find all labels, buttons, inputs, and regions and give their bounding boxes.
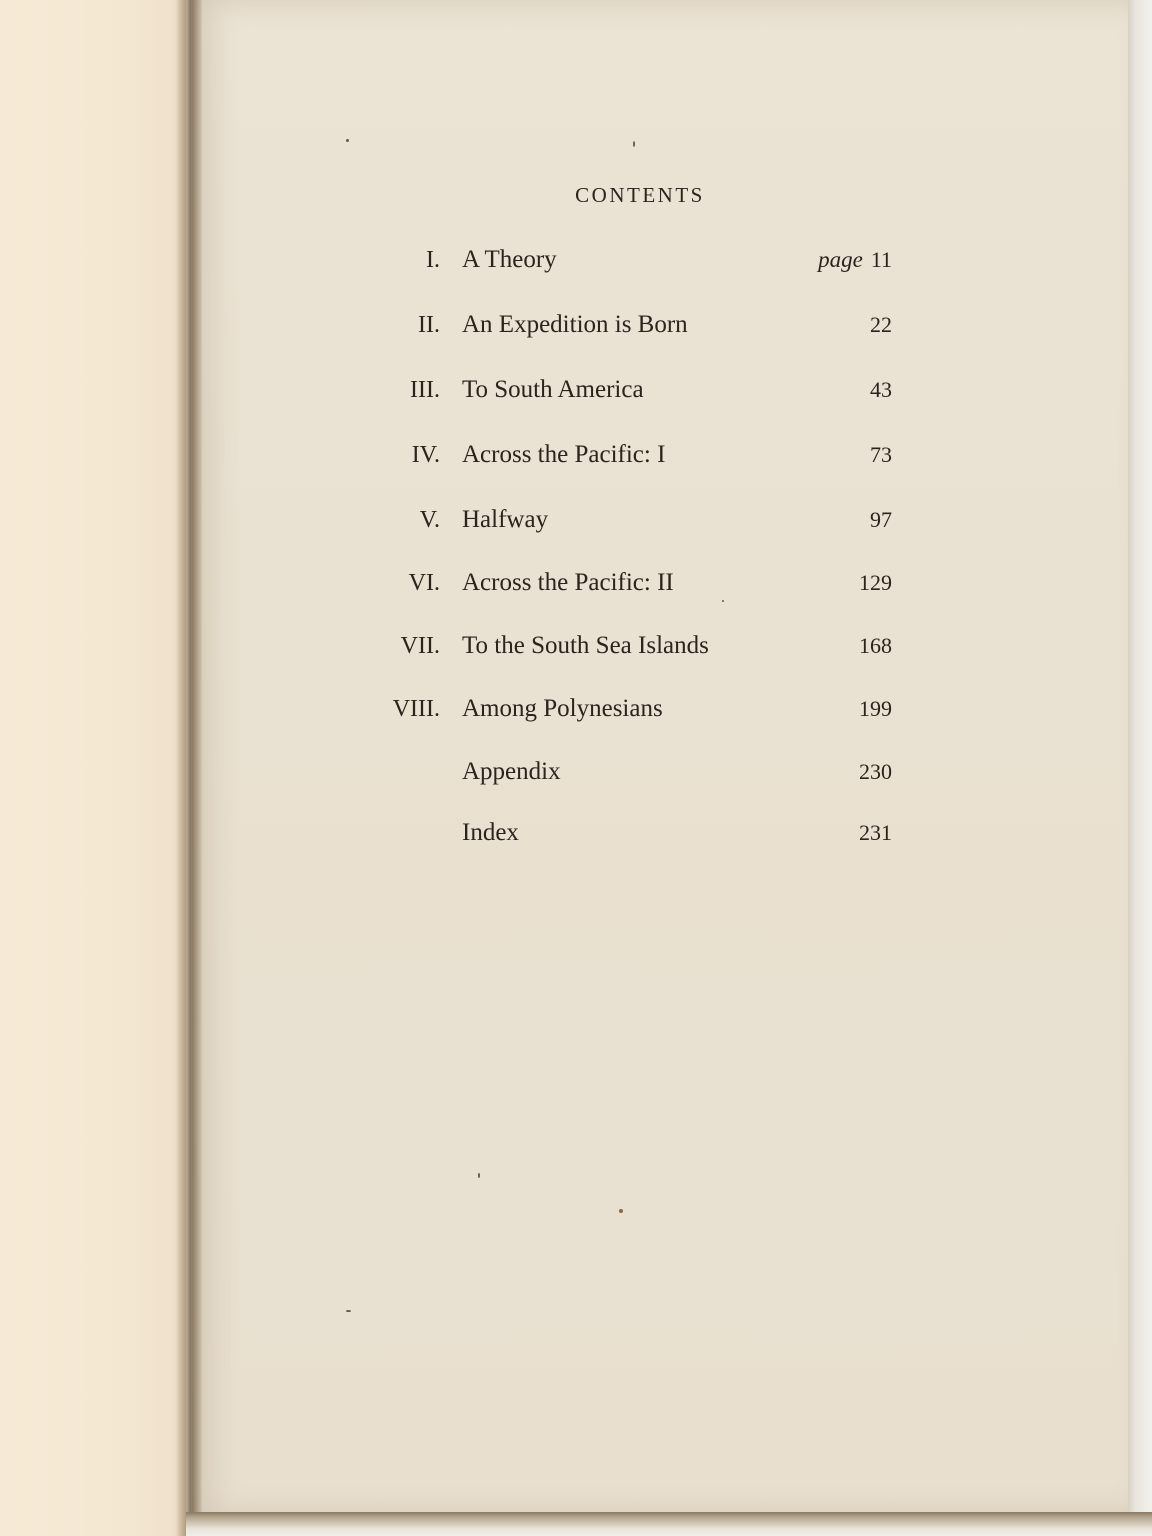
chapter-numeral: VII. (400, 633, 440, 659)
page-number: 231 (859, 820, 892, 845)
page-number: 230 (859, 759, 892, 784)
toc-entry (380, 305, 892, 345)
chapter-numeral: IV. (411, 442, 440, 468)
toc-entry (380, 689, 892, 729)
chapter-title: Among Polynesians (462, 695, 663, 722)
chapter-title: Across the Pacific: II (462, 569, 674, 596)
page-number: 168 (859, 633, 892, 658)
chapter-title: Index (462, 819, 519, 846)
chapter-title: A Theory (462, 246, 557, 273)
chapter-title: An Expedition is Born (462, 311, 688, 338)
toc-entry (380, 240, 892, 280)
chapter-title: To the South Sea Islands (462, 632, 709, 659)
toc-entry (380, 563, 892, 603)
chapter-numeral: VIII. (392, 696, 440, 722)
toc-entry (380, 813, 892, 853)
page-number: 97 (870, 507, 892, 532)
toc-entry (380, 752, 892, 792)
chapter-numeral: V. (419, 507, 440, 533)
page-number: 43 (870, 377, 892, 402)
toc-entry (380, 435, 892, 475)
chapter-numeral: III. (410, 377, 440, 403)
chapter-numeral: II. (418, 312, 440, 338)
page-number: 22 (870, 312, 892, 337)
page-label: page (818, 247, 863, 272)
chapter-title: Appendix (462, 758, 561, 785)
toc-entry (380, 500, 892, 540)
page-number-cell (818, 240, 892, 280)
toc-entry (380, 370, 892, 410)
chapter-title: To South America (462, 376, 644, 403)
chapter-title: Halfway (462, 506, 549, 533)
page-number: 73 (870, 442, 892, 467)
page-number: 129 (859, 570, 892, 595)
chapter-numeral: VI. (408, 570, 440, 596)
page-number: 199 (859, 696, 892, 721)
toc-entry (380, 626, 892, 666)
contents-heading: CONTENTS (575, 183, 705, 207)
page-number: 11 (870, 247, 892, 272)
chapter-title: Across the Pacific: I (462, 441, 666, 468)
chapter-numeral: I. (426, 247, 440, 273)
